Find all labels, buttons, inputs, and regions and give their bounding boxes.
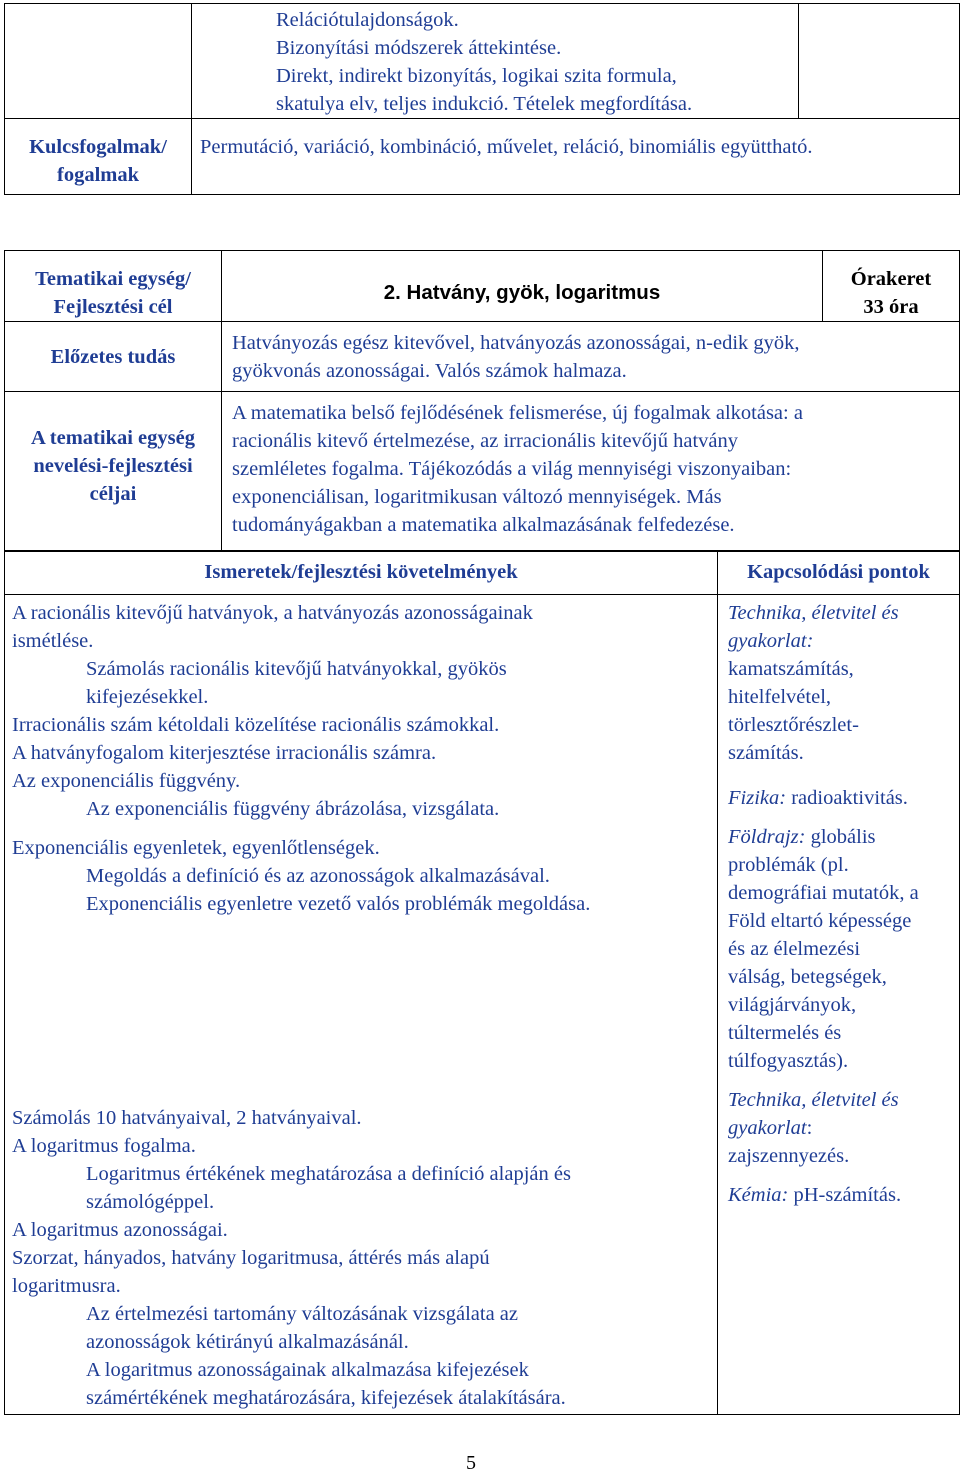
requirement-line: ismétlése. [12, 630, 94, 652]
requirements-cell [5, 595, 718, 1415]
requirement-line: kifejezésekkel. [86, 686, 209, 708]
requirement-line: Logaritmus értékének meghatározása a definíció alapján és [86, 1163, 571, 1185]
unit-title-cell [222, 251, 823, 322]
requirements-header-cell [5, 551, 718, 595]
unit-title: 2. Hatvány, gyök, logaritmus [383, 281, 661, 304]
connection-colon: : [806, 1117, 813, 1139]
connection-text: problémák (pl. [728, 854, 849, 876]
goals-text: racionális kitevő értelmezése, az irracionális kitevőjű hatvány [232, 430, 739, 452]
key-concepts-text: Permutáció, variáció, kombináció, művelet, reláció, binomiális együttható. [200, 136, 813, 158]
requirement-line: Szorzat, hányados, hatvány logaritmusa, áttérés más alapú [12, 1247, 490, 1269]
connection-subject: Technika, életvitel és [728, 1089, 899, 1111]
page-number: 5 [466, 1452, 476, 1474]
goals-label-cell [5, 392, 222, 552]
goals-text: szemléletes fogalma. Tájékozódás a világ mennyiségi viszonyaiban: [232, 458, 792, 480]
requirement-line: azonosságok kétirányú alkalmazásánál. [86, 1331, 409, 1353]
connection-physics [728, 784, 959, 812]
hours-cell [823, 251, 960, 322]
hours-value: 33 óra [863, 296, 919, 318]
connection-text: kamatszámítás, [728, 658, 854, 680]
hours-label: Órakeret [850, 268, 932, 290]
requirement-line: Exponenciális egyenletre vezető valós problémák megoldása. [86, 893, 591, 915]
connection-subject: Földrajz: [728, 826, 806, 848]
connection-text: pH-számítás. [788, 1184, 902, 1206]
key-concepts-label: fogalmak [57, 164, 139, 186]
requirement-line: logaritmusra. [12, 1275, 121, 1297]
unit-label: Tematikai egység/ [35, 268, 191, 290]
continuation-line: Relációtulajdonságok. [276, 9, 459, 31]
goals-text: A matematika belső fejlődésének felismerése, új fogalmak alkotása: a [232, 402, 803, 424]
key-concepts-cell [192, 119, 960, 195]
requirement-line: A logaritmus azonosságai. [12, 1219, 228, 1241]
requirement-line: Exponenciális egyenletek, egyenlőtlenségek. [12, 837, 380, 859]
continuation-line: Bizonyítási módszerek áttekintése. [276, 37, 562, 59]
top-table [4, 3, 960, 195]
connections-cell [718, 595, 960, 1415]
connection-text: és az élelmezési [728, 938, 861, 960]
connection-text: világjárványok, [728, 994, 857, 1016]
requirement-line: Az exponenciális függvény ábrázolása, vizsgálata. [86, 798, 500, 820]
connections-header-cell [718, 551, 960, 595]
requirement-line: számológéppel. [86, 1191, 215, 1213]
requirement-line: A hatványfogalom kiterjesztése irracionális számra. [12, 742, 437, 764]
goals-label: céljai [89, 483, 137, 505]
connection-text: hitelfelvétel, [728, 686, 832, 708]
requirement-line: A logaritmus azonosságainak alkalmazása kifejezések [86, 1359, 529, 1381]
connection-subject: gyakorlat [728, 1117, 807, 1139]
prior-knowledge-label: Előzetes tudás [50, 346, 176, 368]
goals-label: A tematikai egység [31, 427, 195, 449]
requirement-line: A logaritmus fogalma. [12, 1135, 196, 1157]
goals-text: tudományágakban a matematika alkalmazásának felfedezése. [232, 514, 735, 536]
connection-text: válság, betegségek, [728, 966, 887, 988]
goals-cell [222, 392, 960, 552]
connection-text: globális [805, 826, 876, 848]
key-concepts-label: Kulcsfogalmak/ [29, 136, 167, 158]
continuation-line: skatulya elv, teljes indukció. Tételek megfordítása. [276, 93, 693, 115]
requirement-line: A racionális kitevőjű hatványok, a hatványozás azonosságainak [12, 602, 533, 624]
prior-knowledge-cell [222, 322, 960, 392]
requirement-line: Számolás racionális kitevőjű hatványokkal, gyökös [86, 658, 507, 680]
top-right-empty-cell [799, 4, 960, 119]
connection-text: törlesztőrészlet- [728, 714, 859, 736]
connection-text: túlfogyasztás). [728, 1050, 849, 1072]
requirement-line: Irracionális szám kétoldali közelítése racionális számokkal. [12, 714, 500, 736]
key-concepts-label-cell [5, 119, 192, 195]
prior-knowledge-text: gyökvonás azonosságai. Valós számok halmaza. [232, 360, 627, 382]
requirement-line: számértékének meghatározására, kifejezések átalakítására. [86, 1387, 566, 1409]
prior-knowledge-text: Hatványozás egész kitevővel, hatványozás azonosságai, n-edik gyök, [232, 332, 800, 354]
unit-table [4, 250, 960, 552]
unit-label-cell [5, 251, 222, 322]
connection-chemistry [728, 1181, 959, 1209]
goals-label: nevelési-fejlesztési [33, 455, 193, 477]
connection-subject: Technika, életvitel és [728, 602, 899, 624]
connection-text: Föld eltartó képessége [728, 910, 912, 932]
connections-header: Kapcsolódási pontok [747, 561, 930, 583]
connection-subject: gyakorlat: [728, 630, 814, 652]
requirement-line: Az értelmezési tartomány változásának vizsgálata az [86, 1303, 518, 1325]
requirement-line: Megoldás a definíció és az azonosságok alkalmazásával. [86, 865, 550, 887]
goals-text: exponenciálisan, logaritmikusan változó mennyiségek. Más [232, 486, 722, 508]
top-left-empty-cell [5, 4, 192, 119]
requirement-line: Az exponenciális függvény. [12, 770, 241, 792]
connection-text: túltermelés és [728, 1022, 842, 1044]
connection-geography [728, 823, 959, 851]
connection-text: radioaktivitás. [786, 787, 908, 809]
prior-knowledge-label-cell [5, 322, 222, 392]
continuation-line: Direkt, indirekt bizonyítás, logikai szita formula, [276, 65, 677, 87]
continuation-cell [192, 4, 799, 119]
connection-text: számítás. [728, 742, 804, 764]
connection-text: zajszennyezés. [728, 1145, 850, 1167]
connection-subject: Kémia: [728, 1184, 789, 1206]
connection-tech2-subject [728, 1114, 959, 1142]
requirements-header: Ismeretek/fejlesztési követelmények [204, 561, 518, 583]
connection-subject: Fizika: [728, 787, 787, 809]
requirement-line: Számolás 10 hatványaival, 2 hatványaival. [12, 1107, 362, 1129]
connection-text: demográfiai mutatók, a [728, 882, 919, 904]
content-table [4, 550, 960, 1415]
unit-label: Fejlesztési cél [53, 296, 173, 318]
